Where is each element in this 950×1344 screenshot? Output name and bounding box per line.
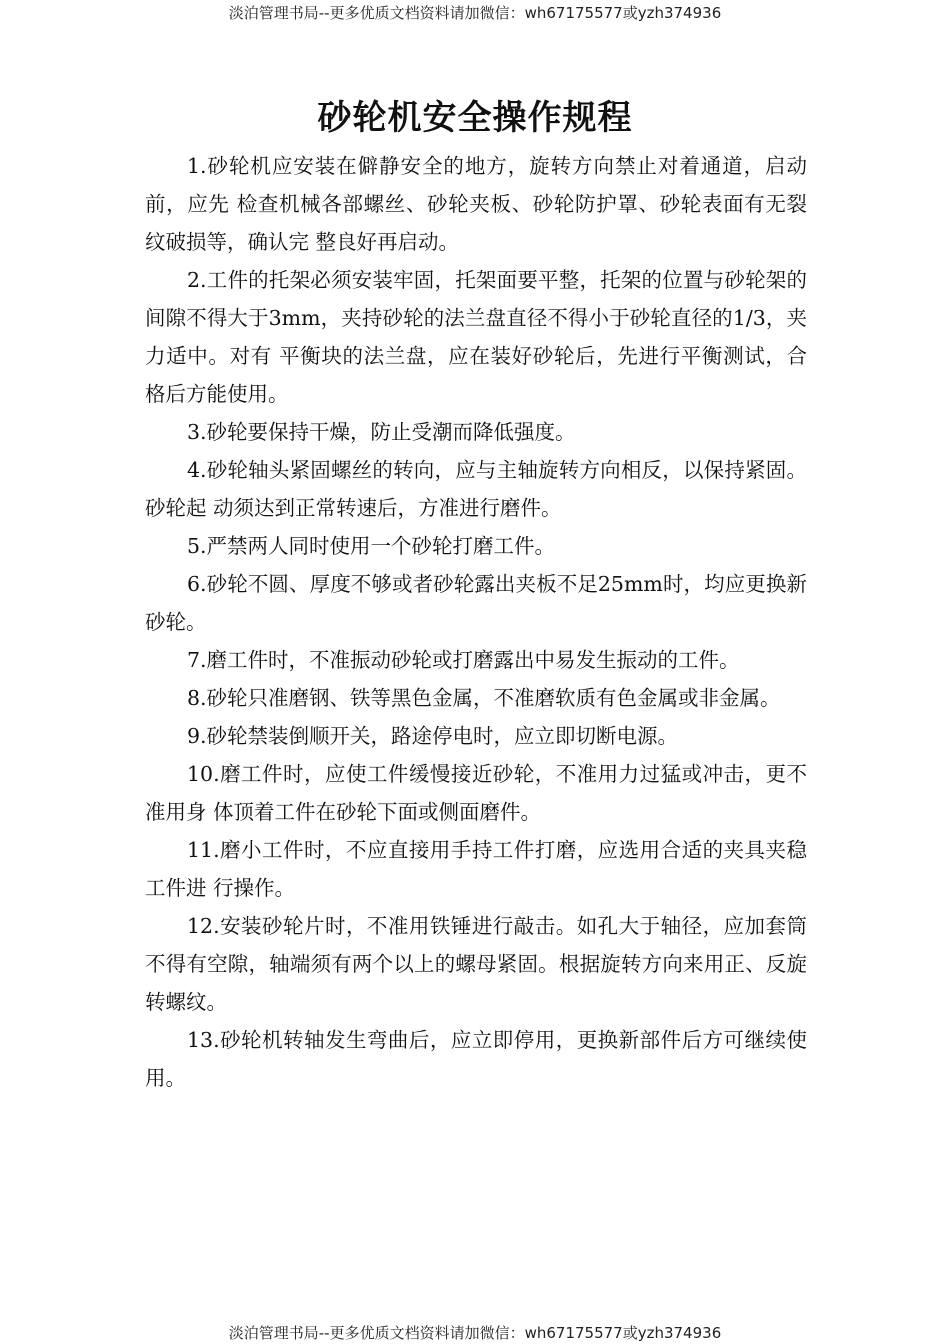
rule-item-13: 13.砂轮机转轴发生弯曲后，应立即停用，更换新部件后方可继续使用。 bbox=[145, 1028, 807, 1090]
rule-item-9: 9.砂轮禁装倒顺开关，路途停电时，应立即切断电源。 bbox=[187, 724, 679, 748]
rule-item-8: 8.砂轮只准磨钢、铁等黑色金属，不准磨软质有色金属或非金属。 bbox=[187, 686, 781, 710]
rule-item-2: 2.工件的托架必须安装牢固，托架面要平整，托架的位置与砂轮架的间隙不得大于3mm，夹持砂轮的法兰盘直径不得小于砂轮直径的1/3，夹力适中。对有 平衡块的法兰盘，应在装好砂轮后，先进行平衡测试，合格后方能使用。 bbox=[145, 268, 807, 406]
page-footer-watermark: 淡泊管理书局--更多优质文档资料请加微信：wh67175577或yzh374936 bbox=[228, 1324, 722, 1342]
document-body bbox=[145, 147, 807, 1097]
rule-item-11: 11.磨小工件时，不应直接用手持工件打磨，应选用合适的夹具夹稳工件进 行操作。 bbox=[145, 838, 807, 900]
rule-item-3: 3.砂轮要保持干燥，防止受潮而降低强度。 bbox=[187, 420, 576, 444]
rule-item-12: 12.安装砂轮片时，不准用铁锤进行敲击。如孔大于轴径，应加套筒不得有空隙，轴端须有两个以上的螺母紧固。根据旋转方向来用正、反旋转螺纹。 bbox=[145, 914, 807, 1014]
rule-item-1: 1.砂轮机应安装在僻静安全的地方，旋转方向禁止对着通道，启动前，应先 检查机械各部螺丝、砂轮夹板、砂轮防护罩、砂轮表面有无裂纹破损等，确认完 整良好再启动。 bbox=[145, 154, 807, 254]
document-title: 砂轮机安全操作规程 bbox=[317, 98, 633, 138]
rule-item-6: 6.砂轮不圆、厚度不够或者砂轮露出夹板不足25mm时，均应更换新砂轮。 bbox=[145, 572, 807, 634]
rule-item-7: 7.磨工件时，不准振动砂轮或打磨露出中易发生振动的工件。 bbox=[187, 648, 740, 672]
rule-item-4: 4.砂轮轴头紧固螺丝的转向，应与主轴旋转方向相反，以保持紧固。砂轮起 动须达到正常转速后，方准进行磨件。 bbox=[145, 458, 807, 520]
rule-item-5: 5.严禁两人同时使用一个砂轮打磨工件。 bbox=[187, 534, 556, 558]
page-header-watermark: 淡泊管理书局--更多优质文档资料请加微信：wh67175577或yzh374936 bbox=[228, 4, 722, 22]
rule-item-10: 10.磨工件时，应使工件缓慢接近砂轮，不准用力过猛或冲击，更不准用身 体顶着工件在砂轮下面或侧面磨件。 bbox=[145, 762, 807, 824]
